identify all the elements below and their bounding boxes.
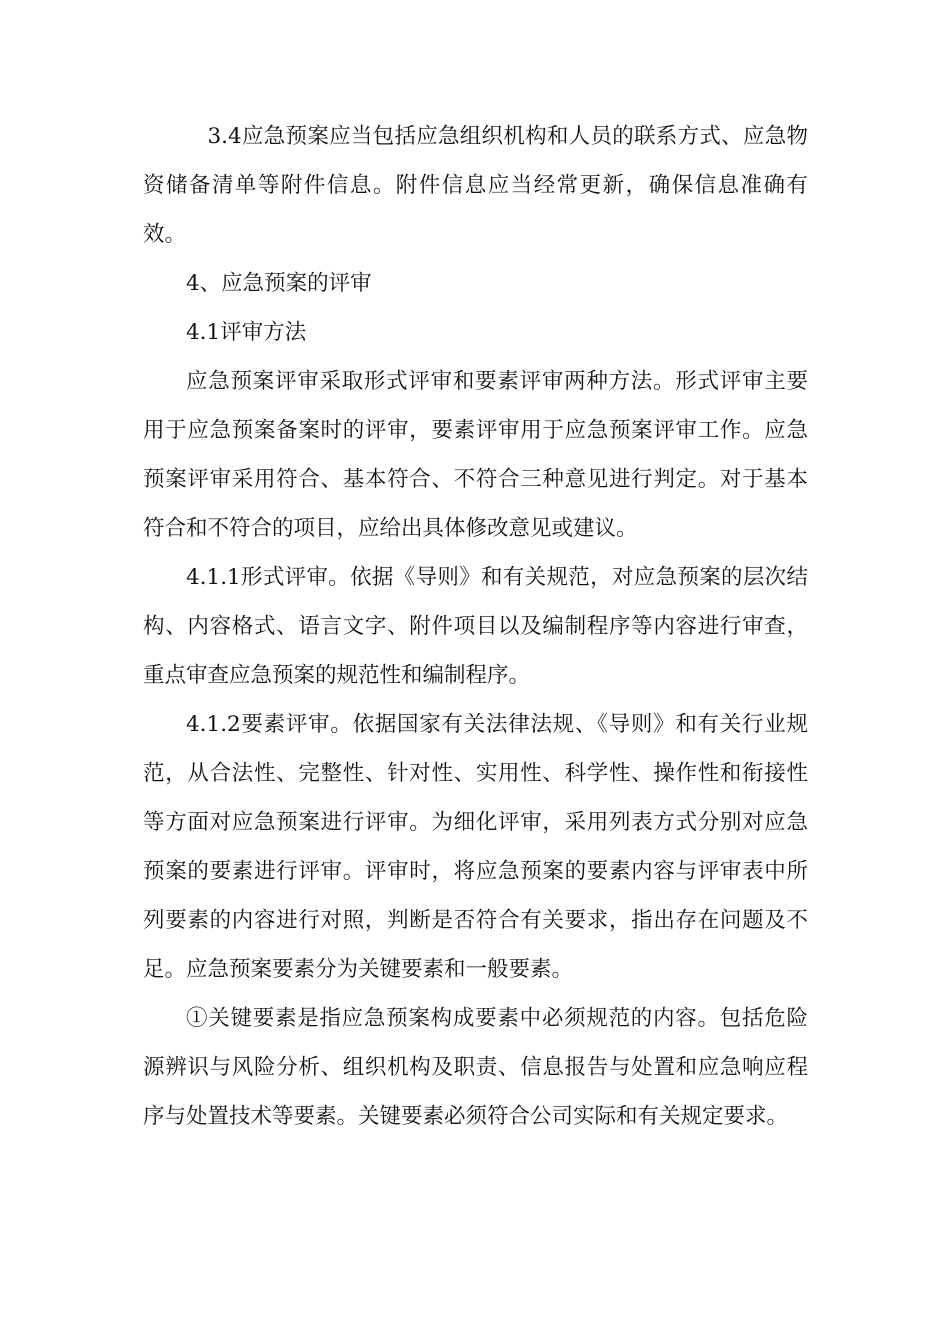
paragraph-4-1-1-formal-review: 4.1.1形式评审。依据《导则》和有关规范，对应急预案的层次结构、内容格式、语言文字、附件项目以及编制程序等内容进行审查，重点审查应急预案的规范性和编制程序。 — [143, 565, 808, 688]
heading-4-1-review-methods: 4.1评审方法 — [186, 320, 307, 345]
paragraph-4-1-2-element-review: 4.1.2要素评审。依据国家有关法律法规、《导则》和有关行业规范，从合法性、完整性、针对性、实用性、科学性、操作性和衔接性等方面对应急预案进行评审。为细化评审，采用列表方式分别对应急预案的要素进行评审。评审时，将应急预案的要素内容与评审表中所列要素的内容进行对照，判断是否符合有关要求，指出存在问题及不足。应急预案要素分为关键要素和一般要素。 — [143, 712, 808, 982]
paragraph-key-elements: ①关键要素是指应急预案构成要素中必须规范的内容。包括危险源辨识与风险分析、组织机构及职责、信息报告与处置和应急响应程序与处置技术等要素。关键要素必须符合公司实际和有关规定要求。 — [143, 1006, 808, 1129]
document-body — [143, 112, 808, 1141]
heading-4-review: 4、应急预案的评审 — [186, 271, 372, 296]
paragraph-3-4-attachments: 3.4应急预案应当包括应急组织机构和人员的联系方式、应急物资储备清单等附件信息。附件信息应当经常更新，确保信息准确有效。 — [143, 124, 808, 247]
paragraph-review-methods: 应急预案评审采取形式评审和要素评审两种方法。形式评审主要用于应急预案备案时的评审，要素评审用于应急预案评审工作。应急预案评审采用符合、基本符合、不符合三种意见进行判定。对于基本符合和不符合的项目，应给出具体修改意见或建议。 — [143, 369, 808, 541]
